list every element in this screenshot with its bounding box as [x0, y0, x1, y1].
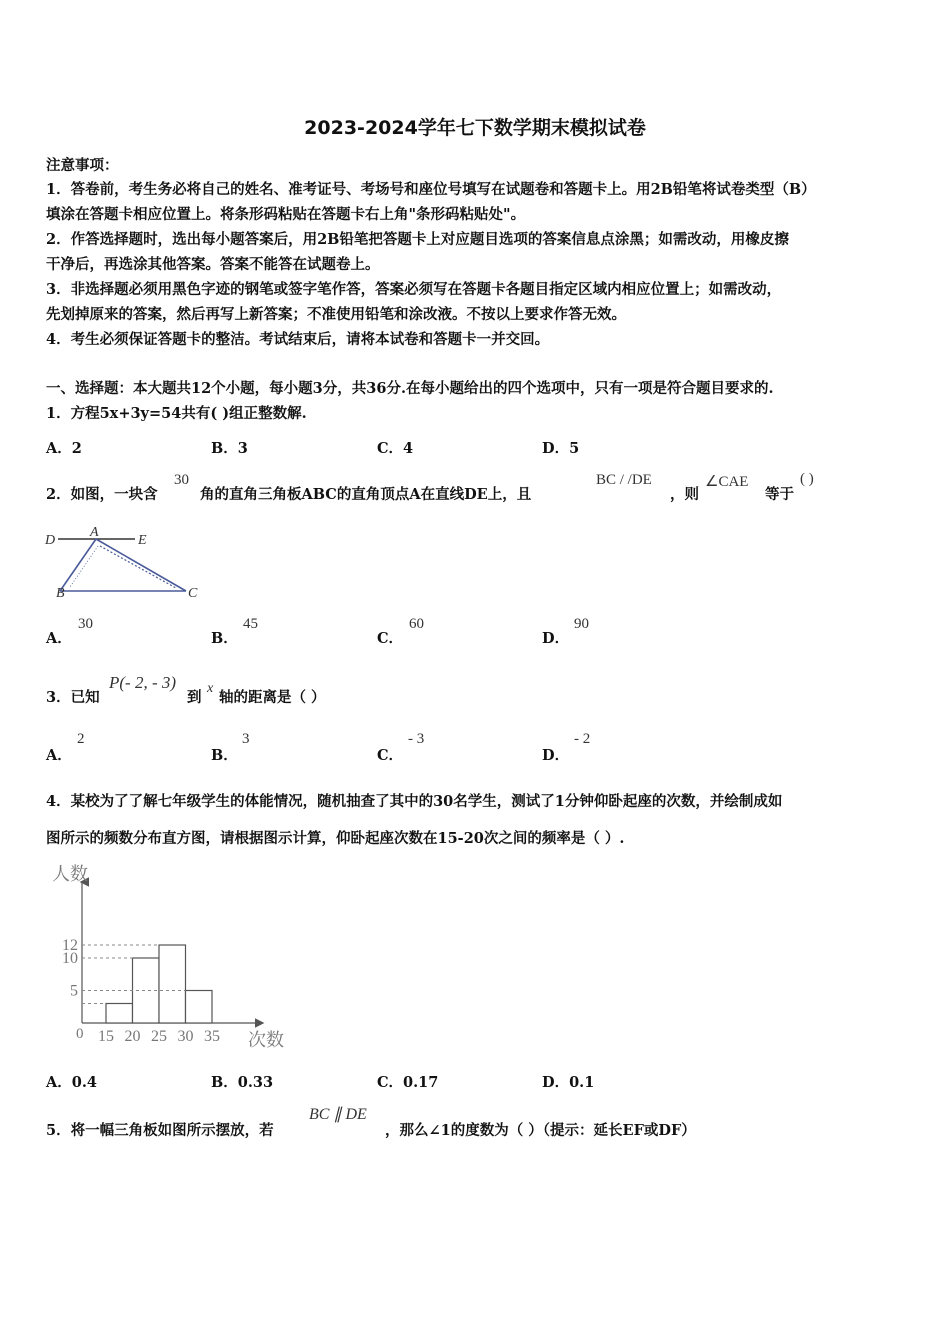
section-heading: 一、选择题：本大题共12个小题，每小题3分，共36分.在每小题给出的四个选项中，只有一项是符合题目要求的. [46, 380, 774, 397]
q3-option-b-value: 3 [242, 731, 250, 747]
q3-point-expr: P(- 2, - 3) [109, 673, 177, 692]
side-ab [60, 539, 96, 591]
q2-stem-part1: 2．如图，一块含 [46, 486, 158, 503]
q1-option-b: B．3 [211, 440, 248, 457]
side-ab-inner [70, 546, 98, 587]
x-tick-label: 15 [98, 1028, 114, 1045]
label-b: B [56, 586, 65, 601]
q3-option-d: D． [542, 747, 570, 764]
x-tick-label: 20 [124, 1028, 141, 1045]
x-axis-label: 次数 [248, 1030, 284, 1050]
q4-stem-line1: 4．某校为了了解七年级学生的体能情况，随机抽查了其中的30名学生，测试了1分钟仰卧起座的次数，并绘制成如 [46, 793, 783, 810]
q3-axis-var: x [207, 681, 214, 696]
q2-option-d: D． [542, 630, 570, 647]
q3-option-c-value: - 3 [408, 731, 425, 747]
q1-stem: 1．方程5x+3y=54共有( )组正整数解. [46, 405, 307, 422]
notice-line: 4．考生必须保证答题卡的整洁。考试结束后，请将本试卷和答题卡一并交回。 [46, 331, 550, 348]
q4-option-d: D．0.1 [542, 1074, 595, 1091]
y-tick-label: 12 [62, 937, 78, 954]
q4-stem-line2: 图所示的频数分布直方图，请根据图示计算，仰卧起座次数在15-20次之间的频率是（ ）. [46, 830, 625, 847]
q2-angle-30: 30 [174, 472, 189, 488]
y-tick-label: 10 [62, 950, 78, 967]
notice-line: 2．作答选择题时，选出每小题答案后，用2B铅笔把答题卡上对应题目选项的答案信息点涂黑；如需改动，用橡皮擦 [46, 231, 789, 248]
q3-stem-part3: 轴的距离是（ ） [219, 689, 326, 706]
q2-option-c-value: 60 [409, 616, 424, 632]
q2-answer-paren: ( ) [800, 471, 814, 487]
notice-line: 干净后，再选涂其他答案。答案不能答在试题卷上。 [46, 256, 380, 273]
notice-line: 1．答卷前，考生务必将自己的姓名、准考证号、考场号和座位号填写在试题卷和答题卡上。用2B铅笔将试卷类型（B） [46, 181, 816, 198]
q4-option-a: A．0.4 [46, 1074, 97, 1091]
histogram-bar-30-35 [186, 991, 213, 1024]
q5-stem-part2: ，那么∠1的度数为（ ）（提示：延长EF或DF） [385, 1122, 696, 1139]
q2-parallel-expr: BC / /DE [596, 472, 652, 488]
x-tick-label: 35 [204, 1028, 220, 1045]
q4-option-b: B．0.33 [211, 1074, 274, 1091]
q5-parallel-expr: BC ∥ DE [309, 1106, 367, 1123]
histogram-bar-25-30 [159, 945, 186, 1023]
notice-line: 填涂在答题卡相应位置上。将条形码粘贴在答题卡右上角"条形码粘贴处"。 [46, 206, 526, 223]
q3-option-d-value: - 2 [574, 731, 591, 747]
q3-stem-part2: 到 [187, 689, 202, 706]
q5-stem-part1: 5．将一幅三角板如图所示摆放，若 [46, 1122, 274, 1139]
notice-line: 先划掉原来的答案，然后再写上新答案；不准使用铅笔和涂改液。不按以上要求作答无效。 [46, 306, 626, 323]
label-c: C [188, 586, 198, 601]
q1-option-a: A．2 [46, 440, 82, 457]
q2-option-a-value: 30 [78, 616, 93, 632]
x-tick-label: 25 [151, 1028, 167, 1045]
q2-option-b: B． [211, 630, 238, 647]
q3-stem-part1: 3．已知 [46, 689, 100, 706]
q2-stem-part4: 等于 [765, 486, 794, 503]
q3-option-a-value: 2 [77, 731, 85, 747]
q2-stem-part3: ，则 [670, 486, 699, 503]
q2-stem-part2: 角的直角三角板ABC的直角顶点A在直线DE上，且 [200, 486, 532, 503]
q2-angle-expr: ∠CAE [705, 474, 749, 490]
frequency-histogram [40, 858, 300, 1054]
q3-option-c: C． [377, 747, 404, 764]
notice-line: 3．非选择题必须用黑色字迹的钢笔或签字笔作答，答案必须写在答题卡各题目指定区域内相应位置上；如需改动， [46, 281, 782, 298]
q1-option-c: C．4 [377, 440, 414, 457]
side-ac-inner [100, 546, 176, 588]
q2-option-d-value: 90 [574, 616, 589, 632]
q3-option-b: B． [211, 747, 238, 764]
q2-triangle-figure [40, 524, 210, 606]
q3-option-a: A． [46, 747, 72, 764]
histogram-bar-15-20 [106, 1004, 133, 1024]
q2-option-a: A． [46, 630, 72, 647]
y-axis-label: 人数 [52, 864, 88, 884]
q4-option-c: C．0.17 [377, 1074, 439, 1091]
notice-heading: 注意事项： [46, 157, 119, 174]
origin-label: 0 [76, 1026, 84, 1042]
label-d: D [45, 533, 56, 548]
q2-option-b-value: 45 [243, 616, 258, 632]
y-tick-label: 5 [70, 982, 78, 1000]
label-a: A [90, 525, 99, 540]
x-tick-label: 30 [177, 1028, 194, 1045]
label-e: E [138, 533, 147, 548]
page-title: 2023-2024学年七下数学期末模拟试卷 [304, 117, 646, 139]
q2-option-c: C． [377, 630, 404, 647]
q1-option-d: D．5 [542, 440, 580, 457]
